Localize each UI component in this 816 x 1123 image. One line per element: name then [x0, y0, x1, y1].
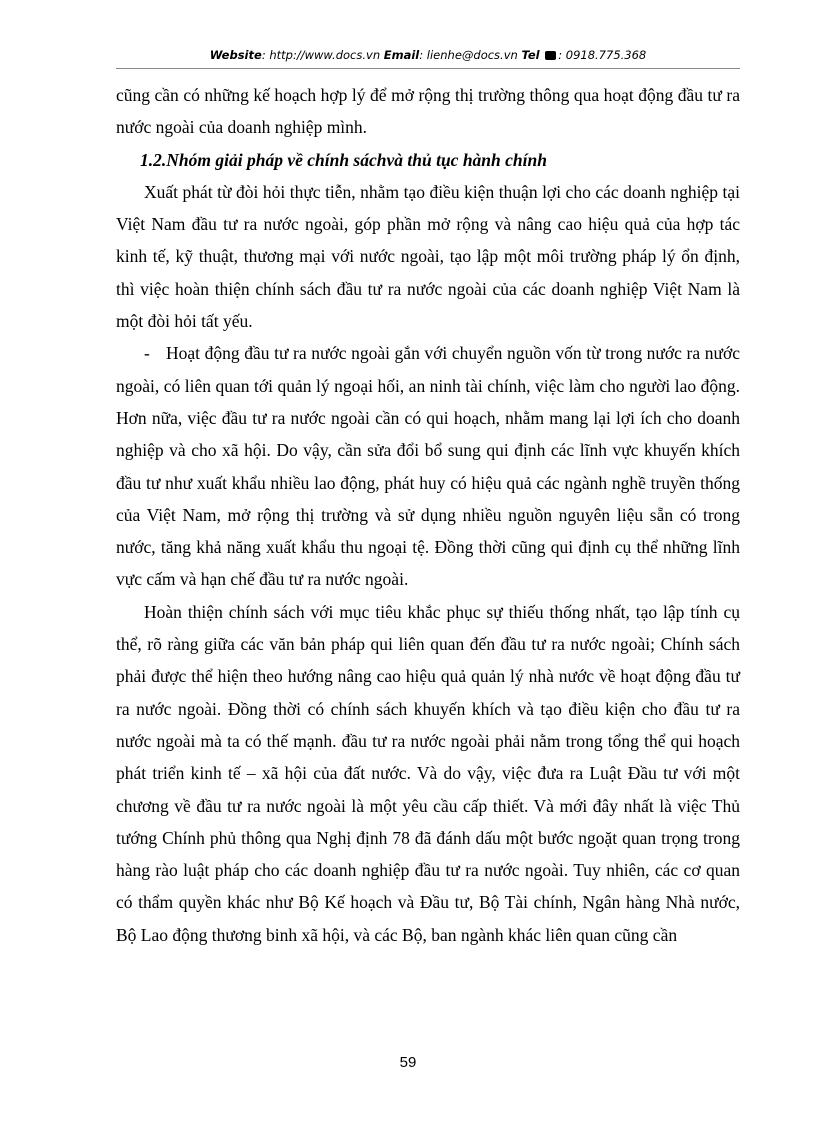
- tel-label: Tel: [521, 48, 540, 62]
- bullet-text: Hoạt động đầu tư ra nước ngoài gắn với chuyển nguồn vốn từ trong nước ra nước ngoài, có liên quan tới quản lý ngoại hối, an ninh tài chính, việc làm cho người lao động. Hơn nữa, việc đầu tư ra nước ngoài cần có qui hoạch, nhằm mang lại lợi ích cho doanh nghiệp và cho xã hội. Do vậy, cần sửa đổi bổ sung qui định các lĩnh vực khuyến khích đầu tư như xuất khẩu nhiều lao động, phát huy có hiệu quả các ngành nghề truyền thống của Việt Nam, mở rộng thị trường và sử dụng nhiều nguồn nguyên liệu sẵn có trong nước, tăng khả năng xuất khẩu thu ngoại tệ. Đồng thời cũng qui định cụ thể những lĩnh vực cấm và hạn chế đầu tư ra nước ngoài.: [116, 343, 740, 590]
- paragraph-policy: Hoàn thiện chính sách với mục tiêu khắc phục sự thiếu thống nhất, tạo lập tính cụ thể, rõ ràng giữa các văn bản pháp qui liên quan đến đầu tư ra nước ngoài; Chính sách phải được thể hiện theo hướng nâng cao hiệu quả quản lý nhà nước về hoạt động đầu tư ra nước ngoài. Đồng thời có chính sách khuyến khích và tạo điều kiện cho đầu tư ra nước ngoài mà ta có thế mạnh. đầu tư ra nước ngoài phải nằm trong tổng thể qui hoạch phát triển kinh tế – xã hội của đất nước. Và do vậy, việc đưa ra Luật Đầu tư với một chương về đầu tư ra nước ngoài là một yêu cầu cấp thiết. Và mới đây nhất là việc Thủ tướng Chính phủ thông qua Nghị định 78 đã đánh dấu một bước ngoặt quan trọng trong hàng rào luật pháp cho các doanh nghiệp đầu tư ra nước ngoài. Tuy nhiên, các cơ quan có thẩm quyền khác như Bộ Kế hoạch và Đầu tư, Bộ Tài chính, Ngân hàng Nhà nước, Bộ Lao động thương binh xã hội, và các Bộ, ban ngành khác liên quan cũng cần: [116, 601, 740, 945]
- email-label: Email: [383, 48, 420, 62]
- tel-value: : 0918.775.368: [558, 48, 647, 62]
- page-number: 59: [399, 1054, 417, 1071]
- website-value: : http://www.docs.vn: [261, 48, 381, 62]
- paragraph-intro: Xuất phát từ đòi hỏi thực tiễn, nhằm tạo điều kiện thuận lợi cho các doanh nghiệp tại Việt Nam đầu tư ra nước ngoài, góp phần mở rộng và nâng cao hiệu quả của hợp tác kinh tế, kỹ thuật, thương mại với nước ngoài, tạo lập một môi trường pháp lý ổn định, thì việc hoàn thiện chính sách đầu tư ra nước ngoài của các doanh nghiệp Việt Nam là một đòi hỏi tất yếu.: [116, 181, 740, 332]
- section-heading: 1.2.Nhóm giải pháp về chính sáchvà thủ tục hành chính: [140, 149, 547, 170]
- paragraph-continuation: cũng cần có những kế hoạch hợp lý để mở rộng thị trường thông qua hoạt động đầu tư ra nước ngoài của doanh nghiệp mình.: [116, 85, 740, 138]
- bullet-paragraph: [116, 337, 740, 595]
- page-header: [116, 46, 740, 69]
- phone-icon: [545, 51, 556, 60]
- document-body: [116, 79, 740, 951]
- website-label: Website: [209, 48, 262, 62]
- email-value: : lienhe@docs.vn: [419, 48, 518, 62]
- bullet-mark: -: [144, 343, 150, 364]
